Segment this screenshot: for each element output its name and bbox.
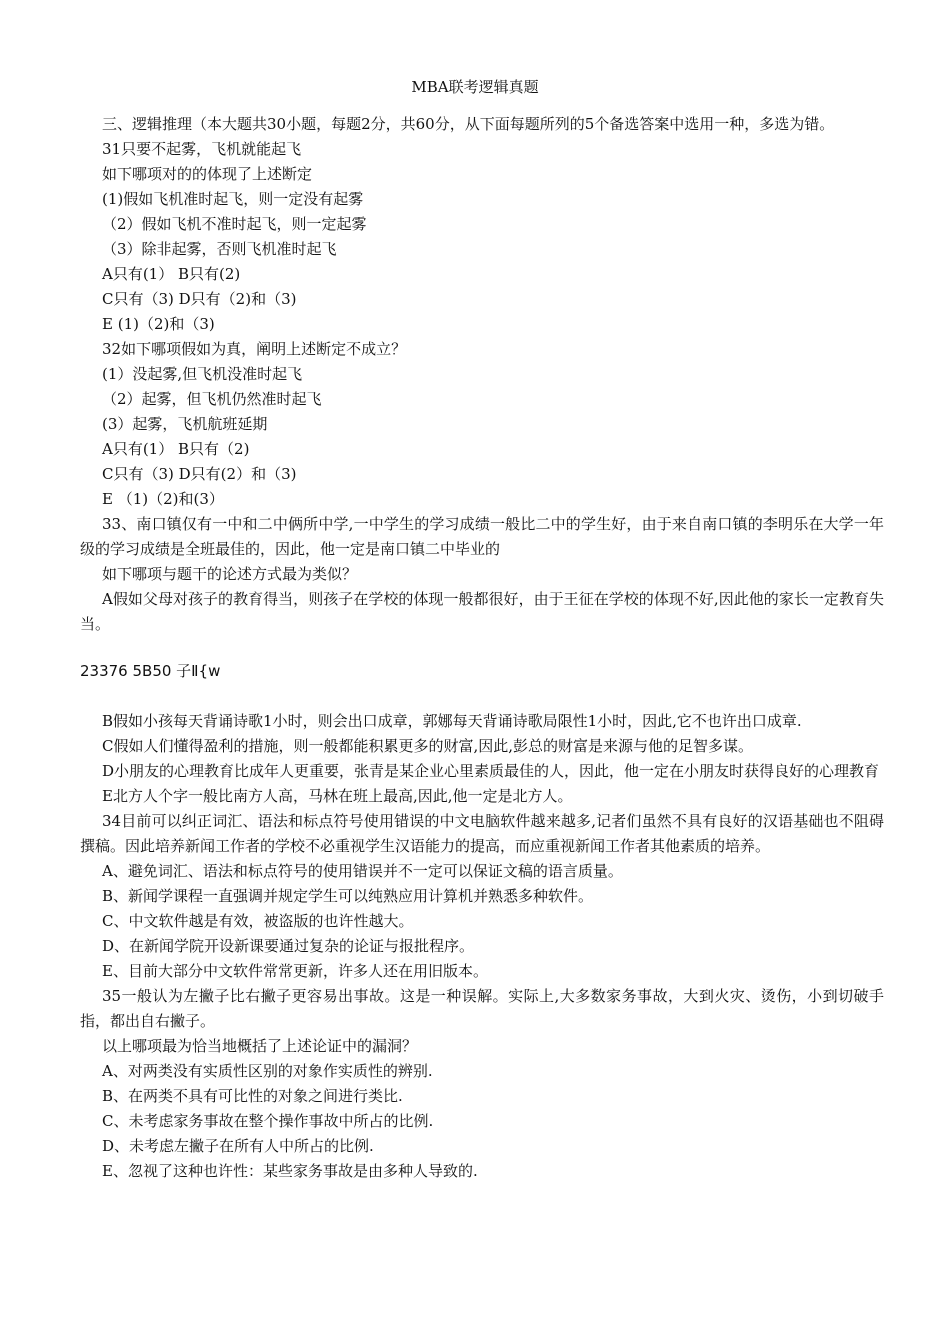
paragraph: （2）假如飞机不准时起飞，则一定起雾 [102, 215, 367, 233]
paragraph: （2）起雾，但飞机仍然准时起飞 [102, 390, 322, 408]
paragraph: E北方人个字一般比南方人高，马林在班上最高,因此,他一定是北方人。 [102, 787, 573, 805]
paragraph: A、对两类没有实质性区别的对象作实质性的辨别. [102, 1062, 433, 1080]
paragraph: B、在两类不具有可比性的对象之间进行类比. [102, 1087, 403, 1105]
paragraph: E、目前大部分中文软件常常更新，许多人还在用旧版本。 [102, 962, 488, 980]
paragraph: 34目前可以纠正词汇、语法和标点符号使用错误的中文电脑软件越来越多,记者们虽然不具有良好的汉语基础也不阻碍撰稿。因此培养新闻工作者的学校不必重视学生汉语能力的提高，而应重视新闻工作者其他素质的培养。 [80, 812, 884, 855]
paragraph: D、未考虑左撇子在所有人中所占的比例. [102, 1137, 374, 1155]
paragraph: C假如人们懂得盈利的措施，则一般都能积累更多的财富,因此,彭总的财富是来源与他的足智多谋。 [102, 737, 754, 755]
paragraph: E （1)（2)和(3） [102, 490, 224, 508]
paragraph: (1)假如飞机准时起飞，则一定没有起雾 [102, 190, 364, 208]
paragraph: E、忽视了这种也许性：某些家务事故是由多种人导致的. [102, 1162, 478, 1180]
paragraph: 33、南口镇仅有一中和二中俩所中学,一中学生的学习成绩一般比二中的学生好，由于来自南口镇的李明乐在大学一年级的学习成绩是全班最佳的，因此，他一定是南口镇二中毕业的 [80, 515, 884, 558]
paragraph: 31只要不起雾，飞机就能起飞 [102, 140, 302, 158]
paragraph: 如下哪项与题干的论述方式最为类似？ [102, 565, 358, 583]
paragraph: 如下哪项对的的体现了上述断定 [102, 165, 313, 183]
stray-code-line: 23376 5B50 子Ⅱ{w [80, 662, 221, 680]
paragraph: 以上哪项最为恰当地概括了上述论证中的漏洞？ [102, 1037, 418, 1055]
paragraph: 35一般认为左撇子比右撇子更容易出事故。这是一种误解。实际上,大多数家务事故，大到火灾、烫伤，小到切破手指，都出自右撇子。 [80, 987, 884, 1030]
section-questions-31-33 [80, 112, 884, 637]
paragraph: D小朋友的心理教育比成年人更重要，张青是某企业心里素质最佳的人，因此，他一定在小朋友时获得良好的心理教育 [102, 762, 880, 780]
page-title: MBA联考逻辑真题 [411, 78, 539, 96]
paragraph: A、避免词汇、语法和标点符号的使用错误并不一定可以保证文稿的语言质量。 [102, 862, 623, 880]
paragraph: (3）起雾，飞机航班延期 [102, 415, 268, 433]
paragraph: E (1)（2)和（3) [102, 315, 215, 333]
paragraph: C只有（3) D只有（2)和（3) [102, 290, 297, 308]
paragraph: D、在新闻学院开设新课要通过复杂的论证与报批程序。 [102, 937, 475, 955]
paragraph: 三、逻辑推理（本大题共30小题，每题2分，共60分，从下面每题所列的5个备选答案中选用一种，多选为错。 [102, 115, 835, 133]
paragraph: （3）除非起雾，否则飞机准时起飞 [102, 240, 337, 258]
paragraph: A假如父母对孩子的教育得当，则孩子在学校的体现一般都很好，由于王征在学校的体现不好,因此他的家长一定教育失当。 [80, 590, 884, 633]
paragraph: A只有(1） B只有(2) [102, 265, 241, 283]
paragraph: (1）没起雾,但飞机没准时起飞 [102, 365, 303, 383]
paragraph: C只有（3) D只有(2）和（3) [102, 465, 297, 483]
paragraph: A只有(1） B只有（2) [102, 440, 250, 458]
paragraph: C、中文软件越是有效，被盗版的也许性越大。 [102, 912, 414, 930]
paragraph: B假如小孩每天背诵诗歌1小时，则会出口成章，郭娜每天背诵诗歌局限性1小时，因此,它不也许出口成章. [102, 712, 802, 730]
paragraph: B、新闻学课程一直强调并规定学生可以纯熟应用计算机并熟悉多种软件。 [102, 887, 594, 905]
paragraph: C、未考虑家务事故在整个操作事故中所占的比例. [102, 1112, 434, 1130]
section-questions-33-35 [80, 709, 884, 1184]
paragraph: 32如下哪项假如为真，阐明上述断定不成立？ [102, 340, 407, 358]
